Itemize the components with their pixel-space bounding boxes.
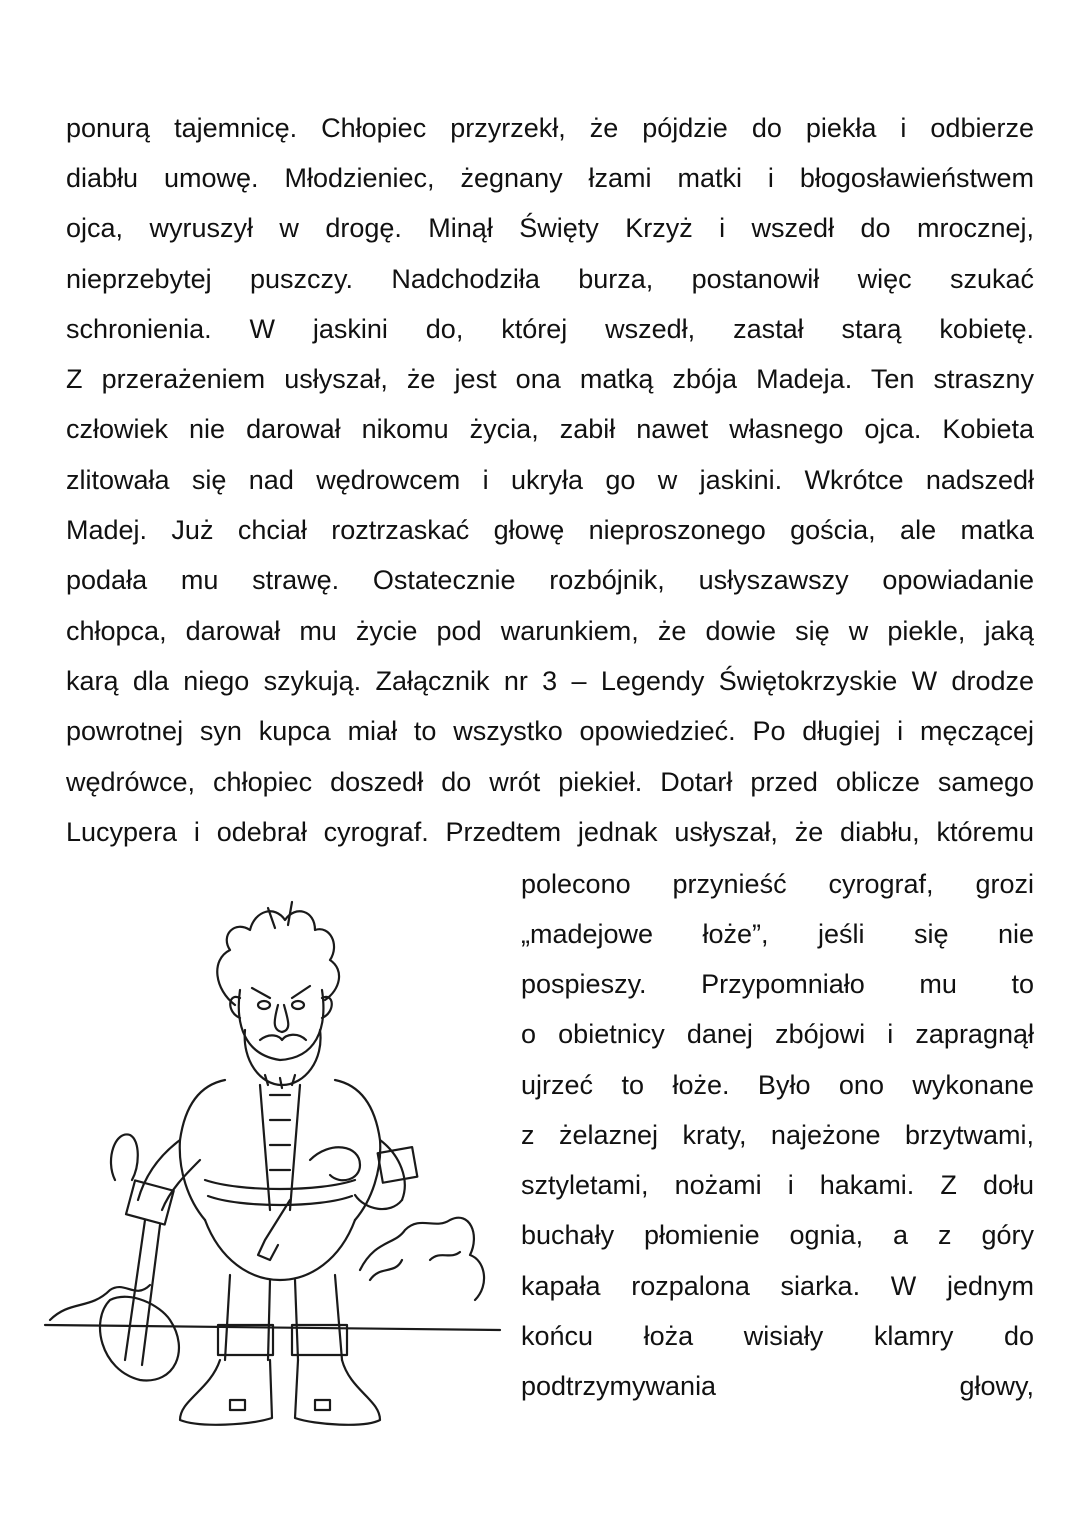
text-word: głowy, bbox=[959, 1371, 1034, 1401]
text-line: pospieszy. Przypomniało mu to bbox=[521, 969, 1034, 999]
text-line: o obietnicy danej zbójowi i zapragnął bbox=[521, 1019, 1034, 1049]
text-line: Madej. Już chciał roztrzaskać głowę nieproszonego gościa, ale matka bbox=[66, 515, 1034, 545]
text-line: ojca, wyruszył w drogę. Minął Święty Krzyż i wszedł do mrocznej, bbox=[66, 213, 1034, 243]
text-line: powrotnej syn kupca miał to wszystko opowiedzieć. Po długiej i męczącej bbox=[66, 716, 1034, 746]
text-line: podała mu strawę. Ostatecznie rozbójnik, usłyszawszy opowiadanie bbox=[66, 565, 1034, 595]
text-line: karą dla niego szykują. Załącznik nr 3 – Legendy Świętokrzyskie W drodze bbox=[66, 666, 1034, 696]
text-line: diabłu umowę. Młodzieniec, żegnany łzami matki i błogosławieństwem bbox=[66, 163, 1034, 193]
text-line: sztyletami, nożami i hakami. Z dołu bbox=[521, 1170, 1034, 1200]
text-line: Lucypera i odebrał cyrograf. Przedtem jednak usłyszał, że diabłu, któremu bbox=[66, 817, 1034, 847]
madej-robber-drawing-icon bbox=[30, 880, 510, 1450]
text-line: z żelaznej kraty, najeżone brzytwami, bbox=[521, 1120, 1034, 1150]
text-line: końcu łoża wisiały klamry do bbox=[521, 1321, 1034, 1351]
text-line bbox=[521, 1361, 1034, 1411]
text-line: nieprzebytej puszczy. Nadchodziła burza, postanowił więc szukać bbox=[66, 264, 1034, 294]
text-line: polecono przynieść cyrograf, grozi bbox=[521, 869, 1034, 899]
text-word: podtrzymywania bbox=[521, 1371, 717, 1401]
text-line: schronienia. W jaskini do, której wszedł, zastał starą kobietę. bbox=[66, 314, 1034, 344]
text-line: chłopca, darował mu życie pod warunkiem, że dowie się w piekle, jaką bbox=[66, 616, 1034, 646]
text-line: ujrzeć to łoże. Było ono wykonane bbox=[521, 1070, 1034, 1100]
text-line: wędrówce, chłopiec doszedł do wrót piekieł. Dotarł przed oblicze samego bbox=[66, 767, 1034, 797]
text-line: „madejowe łoże”, jeśli się nie bbox=[521, 919, 1034, 949]
text-line: kapała rozpalona siarka. W jednym bbox=[521, 1271, 1034, 1301]
text-line: człowiek nie darował nikomu życia, zabił nawet własnego ojca. Kobieta bbox=[66, 414, 1034, 444]
text-line: buchały płomienie ognia, a z góry bbox=[521, 1220, 1034, 1250]
text-line: Z przerażeniem usłyszał, że jest ona matką zbója Madeja. Ten straszny bbox=[66, 364, 1034, 394]
text-line: ponurą tajemnicę. Chłopiec przyrzekł, że pójdzie do piekła i odbierze bbox=[66, 113, 1034, 143]
text-line: zlitowała się nad wędrowcem i ukryła go w jaskini. Wkrótce nadszedł bbox=[66, 465, 1034, 495]
